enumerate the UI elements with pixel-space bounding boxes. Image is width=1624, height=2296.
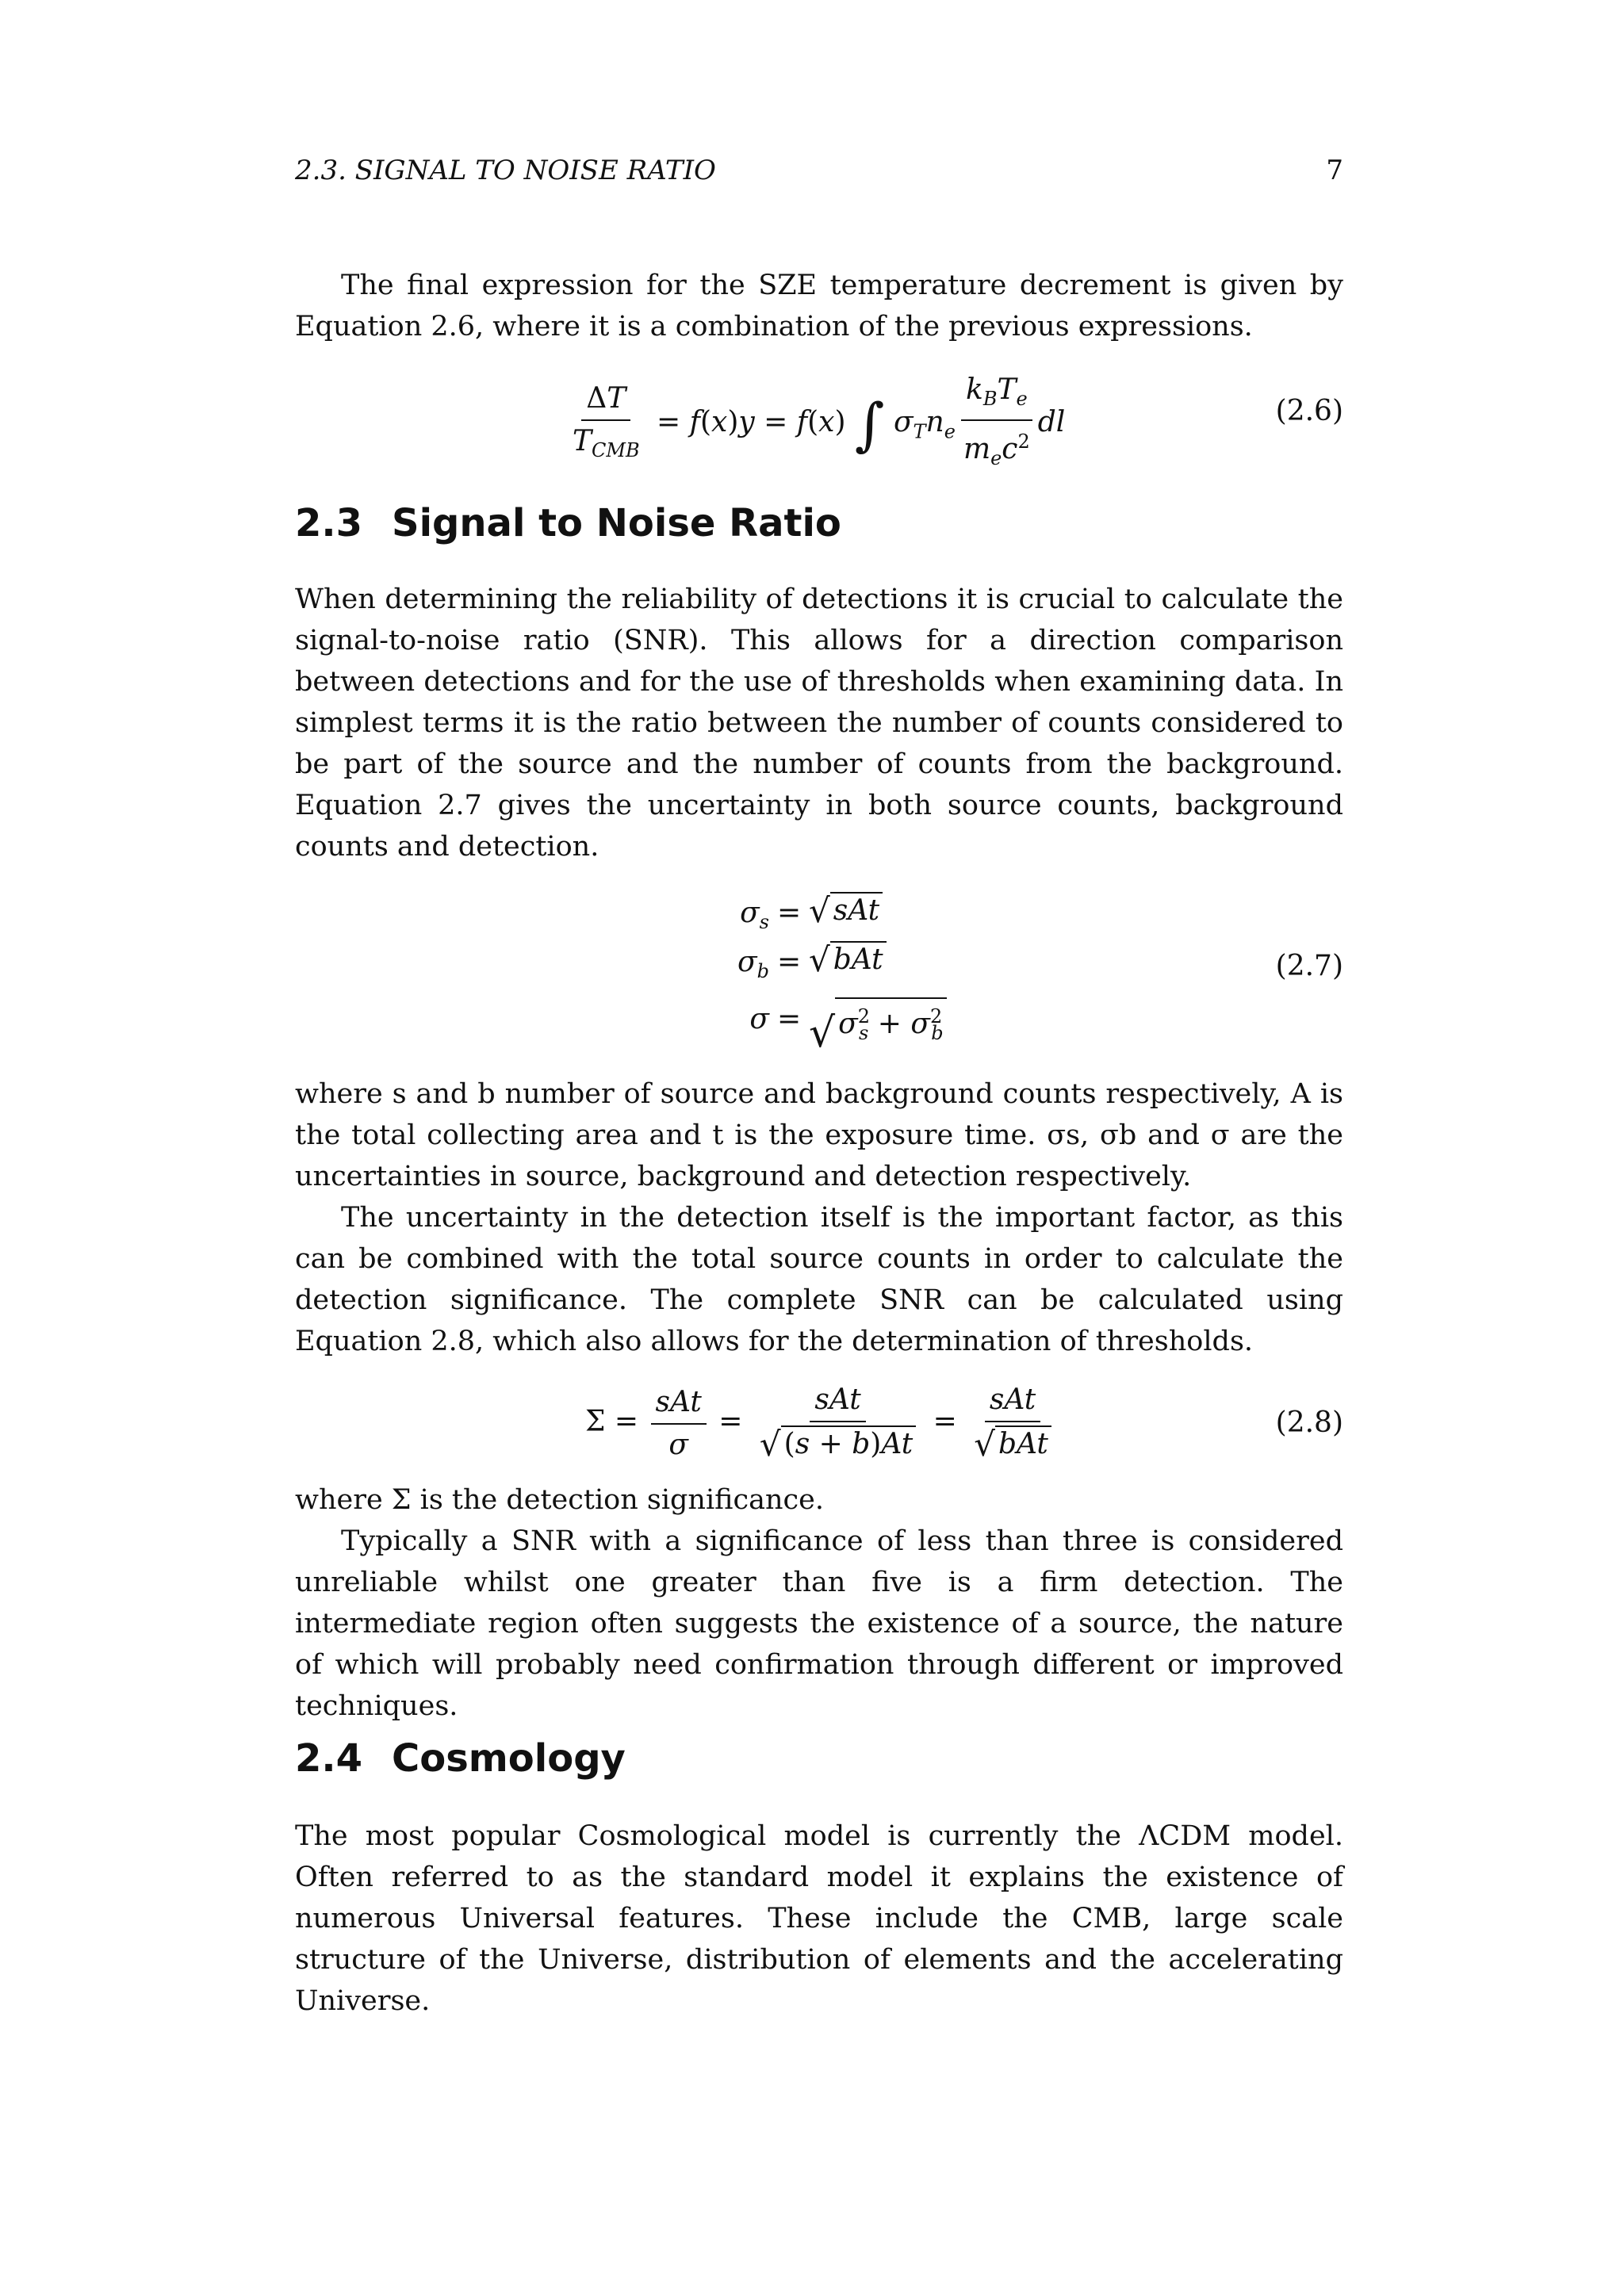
- page-number: 7: [1326, 155, 1343, 186]
- section-title: Signal to Noise Ratio: [392, 501, 841, 545]
- running-title: 2.3. SIGNAL TO NOISE RATIO: [295, 155, 716, 186]
- paragraph-text: When determining the reliability of detections it is crucial to calculate the signal-to-noise ratio (SNR). This allows for a direction comparison between detections and for the use of thresholds when examining data. In simplest terms it is the ratio between the number of counts considered to be part of the source and the number of counts from the background. Equation 2.7 gives the uncertainty in both source counts, background counts and detection.: [295, 584, 1343, 863]
- paragraph-text: The most popular Cosmological model is currently the ΛCDM model. Often referred to as the standard model it explains the existence of numerous Universal features. These include the CMB, large scale structure of the Universe, distribution of elements and the accelerating Universe.: [295, 1820, 1343, 2017]
- running-header: [295, 151, 1343, 190]
- paragraph-text: where s and b number of source and background counts respectively, A is the total collecting area and t is the exposure time. σs, σb and σ are the uncertainties in source, background and detection respectively.: [295, 1078, 1343, 1192]
- equation-2-8: [295, 1383, 1343, 1478]
- paragraph-intro: [295, 265, 1343, 347]
- equation-number: (2.8): [1275, 1406, 1343, 1439]
- section-heading-2-4: [295, 1735, 626, 1782]
- paragraph-text: Typically a SNR with a significance of less than three is considered unreliable whilst one greater than five is a firm detection. The intermediate region often suggests the existence of a source, the nature of which will probably need confirmation through different or improved techniques.: [295, 1525, 1343, 1722]
- section-number: 2.4: [295, 1736, 363, 1781]
- paragraph-text: The uncertainty in the detection itself is the important factor, as this can be combined with the total source counts in order to calculate the detection significance. The complete SNR can be calculated using Equation 2.8, which also allows for the determination of thresholds.: [295, 1202, 1343, 1357]
- paragraph-cosmology: [295, 1816, 1343, 2022]
- equation-2-7: $\sigma_s$ = √ sAt $\sigma_b$ = √ bAt σ = √ $\sigma^2_s + \sigma^2_b$ (2.7): [737, 891, 1343, 1058]
- equation-2-6-body: $\frac{\Delta T}{T_{CMB}}$ = f(x)y = f(x) ∫ $\sigma_Tn_e$ $\frac{k_BT_e}{m_ec^2}$ dl: [573, 373, 1066, 470]
- equation-2-6: [295, 373, 1343, 470]
- equation-number: (2.6): [1275, 395, 1343, 427]
- paragraph-significance: [295, 1479, 1343, 1727]
- section-title: Cosmology: [392, 1736, 626, 1781]
- section-number: 2.3: [295, 501, 363, 545]
- paragraph-snr: [295, 579, 1343, 867]
- paragraph-uncertainty: [295, 1073, 1343, 1362]
- section-heading-2-3: [295, 499, 841, 547]
- paragraph-text: where Σ is the detection significance.: [295, 1484, 824, 1516]
- equation-number: (2.7): [1275, 950, 1343, 982]
- paragraph-text: The final expression for the SZE temperature decrement is given by Equation 2.6, where it is a combination of the previous expressions.: [295, 270, 1343, 342]
- equation-2-8-body: Σ = $\frac{\text{sAt}}{\sigma}$ = sAt √ (s + b)At = sAt √ bAt: [585, 1383, 1059, 1464]
